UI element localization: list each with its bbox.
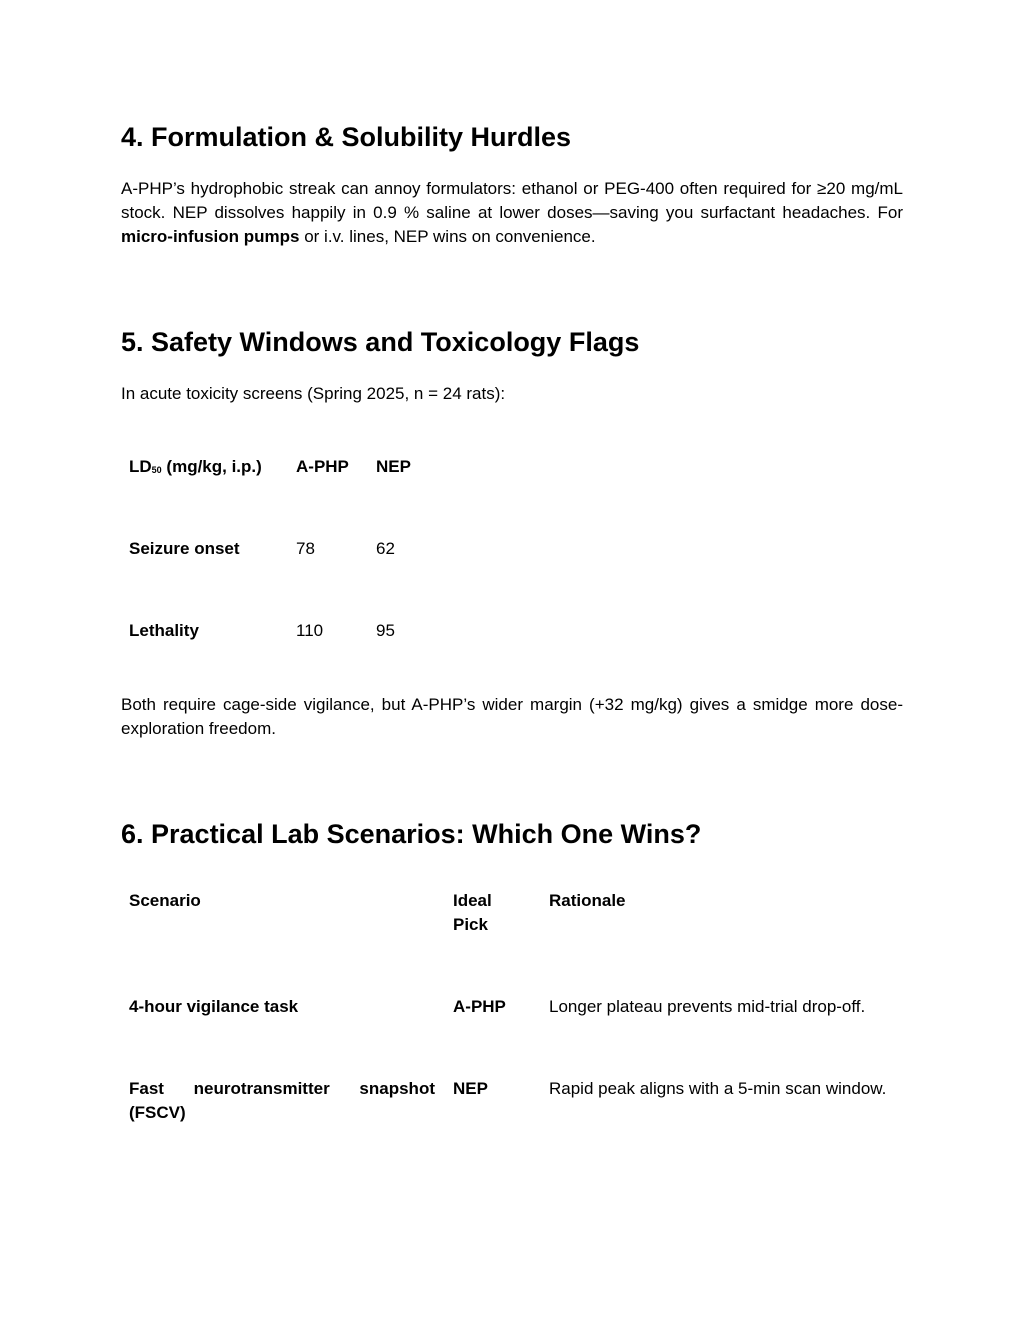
scenario-header-pick: Ideal Pick [453, 891, 492, 934]
scenario-row-rationale: Longer plateau prevents mid-trial drop-off. [549, 997, 866, 1016]
ld50-subscript: 50 [151, 465, 162, 475]
scenario-header-scenario: Scenario [129, 891, 201, 910]
scenario-row-pick: NEP [453, 1079, 488, 1098]
toxicity-row-aphp: 78 [296, 539, 315, 558]
section-5-heading: 5. Safety Windows and Toxicology Flags [121, 327, 640, 357]
toxicity-header-nep: NEP [376, 457, 411, 476]
scenario-row-name: Fast neurotransmitter snapshot (FSCV) [129, 1079, 435, 1122]
section-6-heading: 6. Practical Lab Scenarios: Which One Wins? [121, 819, 702, 849]
scenario-row-rationale: Rapid peak aligns with a 5-min scan window. [549, 1079, 887, 1098]
toxicity-header-aphp: A-PHP [296, 457, 349, 476]
scenario-row-name: 4-hour vigilance task [129, 997, 299, 1016]
toxicity-row-label: Lethality [129, 621, 199, 640]
section-4-text-a: A-PHP’s hydrophobic streak can annoy formulators: ethanol or PEG-400 often required for ≥20 mg/mL stock. NEP dissolves happily in 0.9 % saline at lower doses—saving you surfactant headaches. For [121, 179, 903, 222]
section-5-conclusion: Both require cage-side vigilance, but A-PHP’s wider margin (+32 mg/kg) gives a smidge more dose-exploration freedom. [121, 695, 903, 738]
toxicity-row-nep: 95 [376, 621, 395, 640]
toxicity-row-aphp: 110 [296, 621, 324, 640]
scenario-row-pick: A-PHP [453, 997, 506, 1016]
toxicity-row-nep: 62 [376, 539, 395, 558]
section-4-text-b: or i.v. lines, NEP wins on convenience. [299, 227, 596, 246]
section-4-heading: 4. Formulation & Solubility Hurdles [121, 122, 572, 152]
section-5-intro: In acute toxicity screens (Spring 2025, n = 24 rats): [121, 384, 506, 403]
section-4-bold-term: micro-infusion pumps [121, 227, 300, 246]
toxicity-row-label: Seizure onset [129, 539, 240, 558]
scenario-header-rationale: Rationale [549, 891, 626, 910]
section-4-paragraph [121, 177, 903, 249]
toxicity-header-ld50: LD50 (mg/kg, i.p.) [129, 457, 262, 476]
